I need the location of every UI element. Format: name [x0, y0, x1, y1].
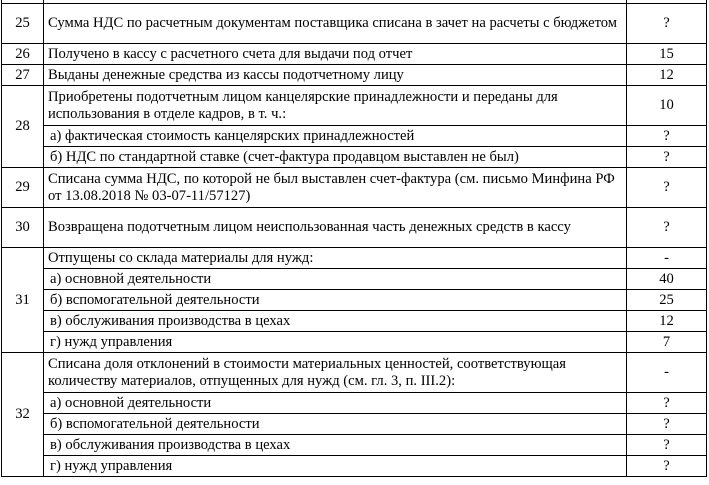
- sub-operation-amount: ?: [627, 393, 707, 414]
- operation-description: Сумма НДС по расчетным документам поставщика списана в зачет на расчеты с бюджетом: [44, 4, 627, 44]
- table-row: [2, 86, 707, 126]
- sub-operation-amount: ?: [627, 414, 707, 435]
- table-row: [2, 353, 707, 393]
- operation-amount: ?: [627, 168, 707, 208]
- table-row: [2, 168, 707, 208]
- operation-amount: 15: [627, 44, 707, 65]
- sub-operation-description: в) обслуживания производства в цехах: [44, 311, 627, 332]
- operation-description: Списана сумма НДС, по которой не был выставлен счет-фактура (см. письмо Минфина РФ от 13.08.2018 № 03-07-11/57127): [44, 168, 627, 208]
- sub-operation-amount: ?: [627, 126, 707, 147]
- operation-description: Выданы денежные средства из кассы подотчетному лицу: [44, 65, 627, 86]
- sub-operation-description: б) НДС по стандартной ставке (счет-фактура продавцом выставлен не был): [44, 147, 627, 168]
- operations-table: [1, 0, 707, 477]
- sub-operation-amount: 40: [627, 269, 707, 290]
- row-number: 31: [2, 248, 44, 353]
- table-row: [2, 248, 707, 269]
- operation-description: Приобретены подотчетным лицом канцелярские принадлежности и переданы для использования в отделе кадров, в т. ч.:: [44, 86, 627, 126]
- sub-operation-amount: ?: [627, 435, 707, 456]
- sub-operation-amount: 12: [627, 311, 707, 332]
- table-subrow: [2, 290, 707, 311]
- table-subrow: [2, 126, 707, 147]
- table-subrow: [2, 456, 707, 477]
- table-row: [2, 44, 707, 65]
- row-number: 30: [2, 208, 44, 248]
- table-subrow: [2, 311, 707, 332]
- operation-amount: -: [627, 248, 707, 269]
- row-number: 29: [2, 168, 44, 208]
- operation-amount: 12: [627, 65, 707, 86]
- sub-operation-amount: 7: [627, 332, 707, 353]
- table-row: [2, 4, 707, 44]
- sub-operation-description: а) фактическая стоимость канцелярских принадлежностей: [44, 126, 627, 147]
- row-number: 32: [2, 353, 44, 477]
- sub-operation-amount: ?: [627, 147, 707, 168]
- sub-operation-description: а) основной деятельности: [44, 269, 627, 290]
- table-row: [2, 208, 707, 248]
- operation-amount: -: [627, 353, 707, 393]
- sub-operation-amount: ?: [627, 456, 707, 477]
- row-number: 28: [2, 86, 44, 168]
- table-subrow: [2, 269, 707, 290]
- table-subrow: [2, 393, 707, 414]
- operation-amount: 10: [627, 86, 707, 126]
- table-row: [2, 65, 707, 86]
- sub-operation-description: в) обслуживания производства в цехах: [44, 435, 627, 456]
- table-subrow: [2, 332, 707, 353]
- sub-operation-description: б) вспомогательной деятельности: [44, 414, 627, 435]
- row-number: 27: [2, 65, 44, 86]
- sub-operation-description: б) вспомогательной деятельности: [44, 290, 627, 311]
- sub-operation-description: г) нужд управления: [44, 456, 627, 477]
- table-subrow: [2, 435, 707, 456]
- operation-description: Отпущены со склада материалы для нужд:: [44, 248, 627, 269]
- operation-description: Возвращена подотчетным лицом неиспользованная часть денежных средств в кассу: [44, 208, 627, 248]
- row-number: 25: [2, 4, 44, 44]
- sub-operation-amount: 25: [627, 290, 707, 311]
- operation-amount: ?: [627, 4, 707, 44]
- sub-operation-description: а) основной деятельности: [44, 393, 627, 414]
- operation-amount: ?: [627, 208, 707, 248]
- table-subrow: [2, 414, 707, 435]
- row-number: 26: [2, 44, 44, 65]
- operation-description: Получено в кассу с расчетного счета для выдачи под отчет: [44, 44, 627, 65]
- table-subrow: [2, 147, 707, 168]
- operation-description: Списана доля отклонений в стоимости материальных ценностей, соответствующая количеству материалов, отпущенных для нужд (см. гл. 3, п. III.2):: [44, 353, 627, 393]
- sub-operation-description: г) нужд управления: [44, 332, 627, 353]
